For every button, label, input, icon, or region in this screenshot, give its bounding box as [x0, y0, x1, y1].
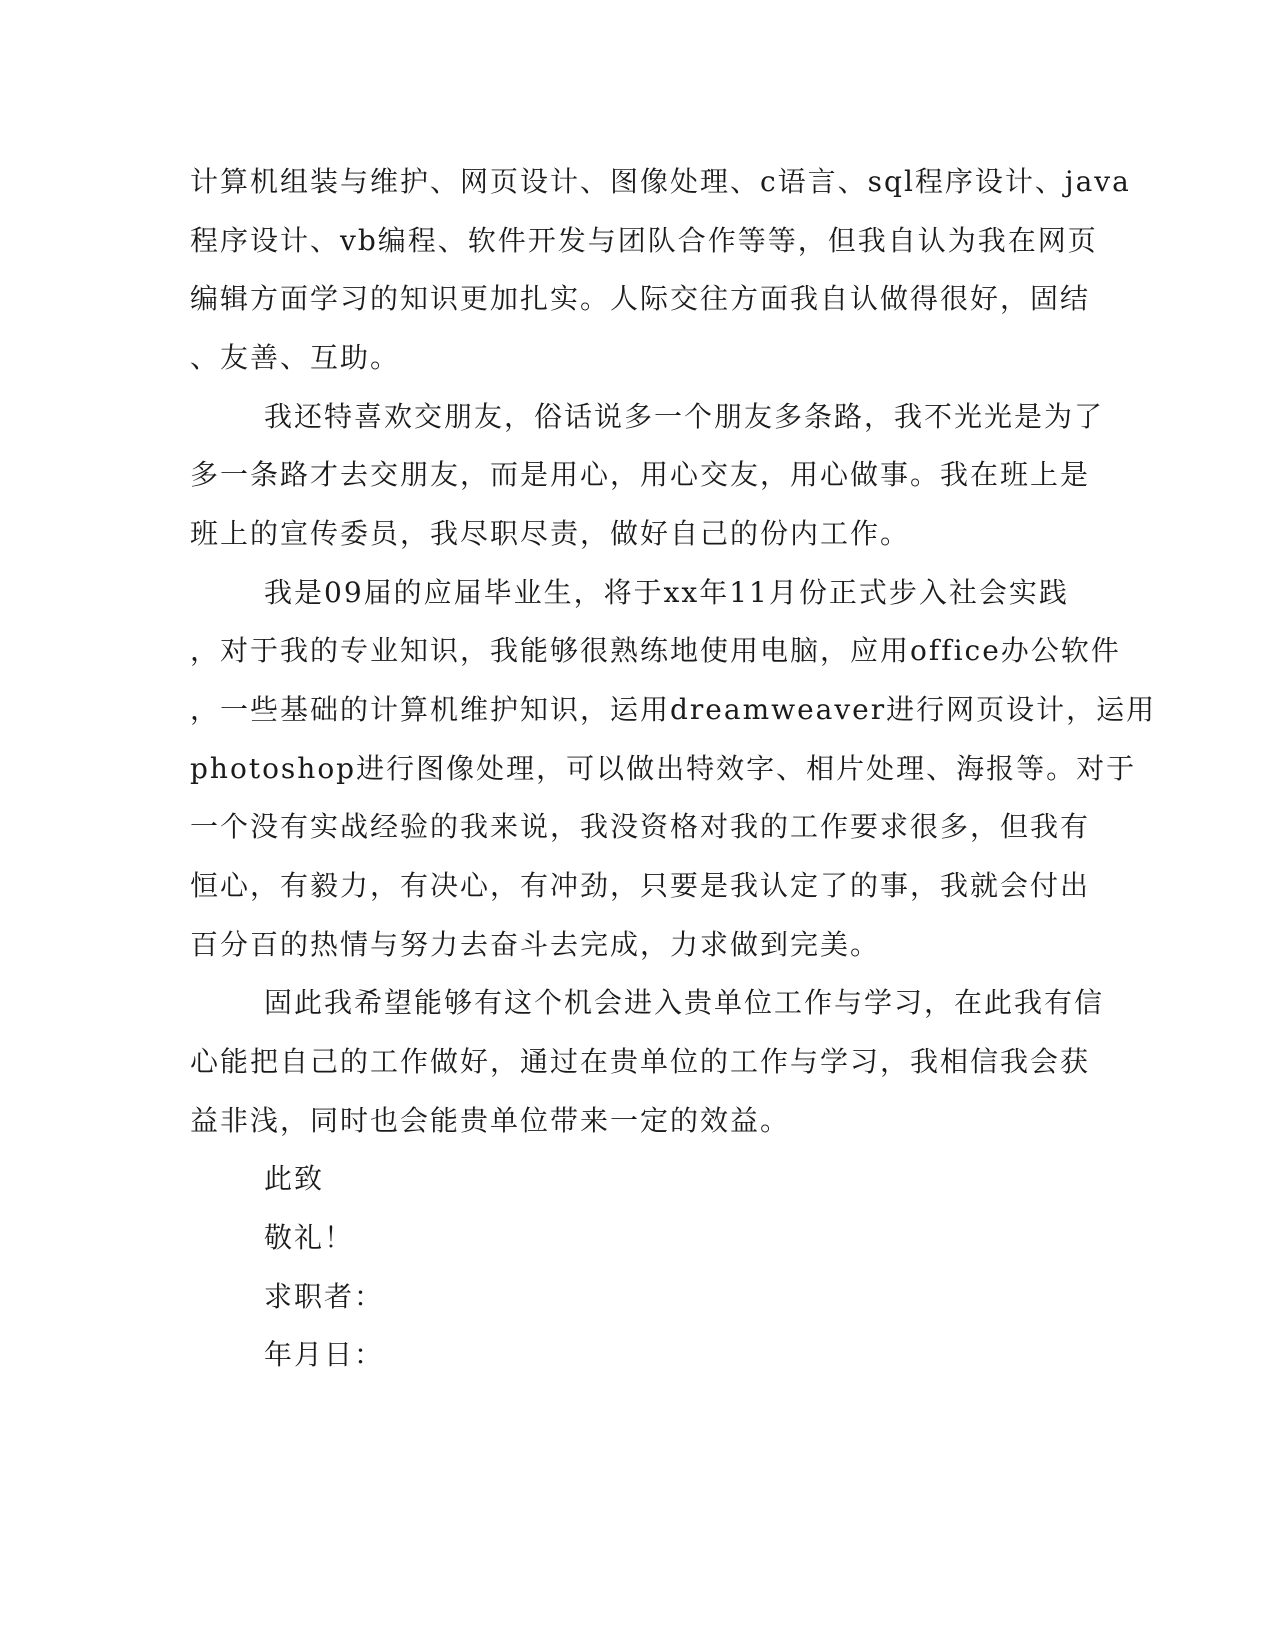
body-line-17: 益非浅，同时也会能贵单位带来一定的效益。: [190, 1104, 791, 1137]
body-line-3: 编辑方面学习的知识更加扎实。人际交往方面我自认做得很好，固结: [190, 282, 1091, 315]
closing-salutation: 此致: [264, 1162, 325, 1195]
body-line-10: ，一些基础的计算机维护知识，运用dreamweaver进行网页设计，运用: [190, 693, 1157, 726]
body-line-14: 百分百的热情与努力去奋斗去完成，力求做到完美。: [190, 928, 881, 961]
body-line-2: 程序设计、vb编程、软件开发与团队合作等等，但我自认为我在网页: [190, 224, 1098, 257]
body-line-15: 固此我希望能够有这个机会进入贵单位工作与学习，在此我有信: [264, 986, 1105, 1019]
body-line-12: 一个没有实战经验的我来说，我没资格对我的工作要求很多，但我有: [190, 810, 1091, 843]
body-line-9: ，对于我的专业知识，我能够很熟练地使用电脑，应用office办公软件: [190, 634, 1121, 667]
body-line-16: 心能把自己的工作做好，通过在贵单位的工作与学习，我相信我会获: [190, 1045, 1091, 1078]
body-line-13: 恒心，有毅力，有决心，有冲劲，只要是我认定了的事，我就会付出: [190, 869, 1091, 902]
date-line: 年月日：: [264, 1338, 385, 1371]
body-line-5: 我还特喜欢交朋友，俗话说多一个朋友多条路，我不光光是为了: [264, 400, 1105, 433]
closing-regards: 敬礼！: [264, 1221, 355, 1254]
body-line-8: 我是09届的应届毕业生，将于xx年11月份正式步入社会实践: [264, 576, 1069, 609]
body-line-1: 计算机组装与维护、网页设计、图像处理、c语言、sql程序设计、java: [190, 165, 1131, 198]
body-line-6: 多一条路才去交朋友，而是用心，用心交友，用心做事。我在班上是: [190, 458, 1091, 491]
body-line-4: 、友善、互助。: [190, 341, 401, 374]
body-line-11: photoshop进行图像处理，可以做出特效字、相片处理、海报等。对于: [190, 752, 1137, 785]
applicant-signature: 求职者：: [264, 1280, 385, 1313]
body-line-7: 班上的宣传委员，我尽职尽责，做好自己的份内工作。: [190, 517, 911, 550]
